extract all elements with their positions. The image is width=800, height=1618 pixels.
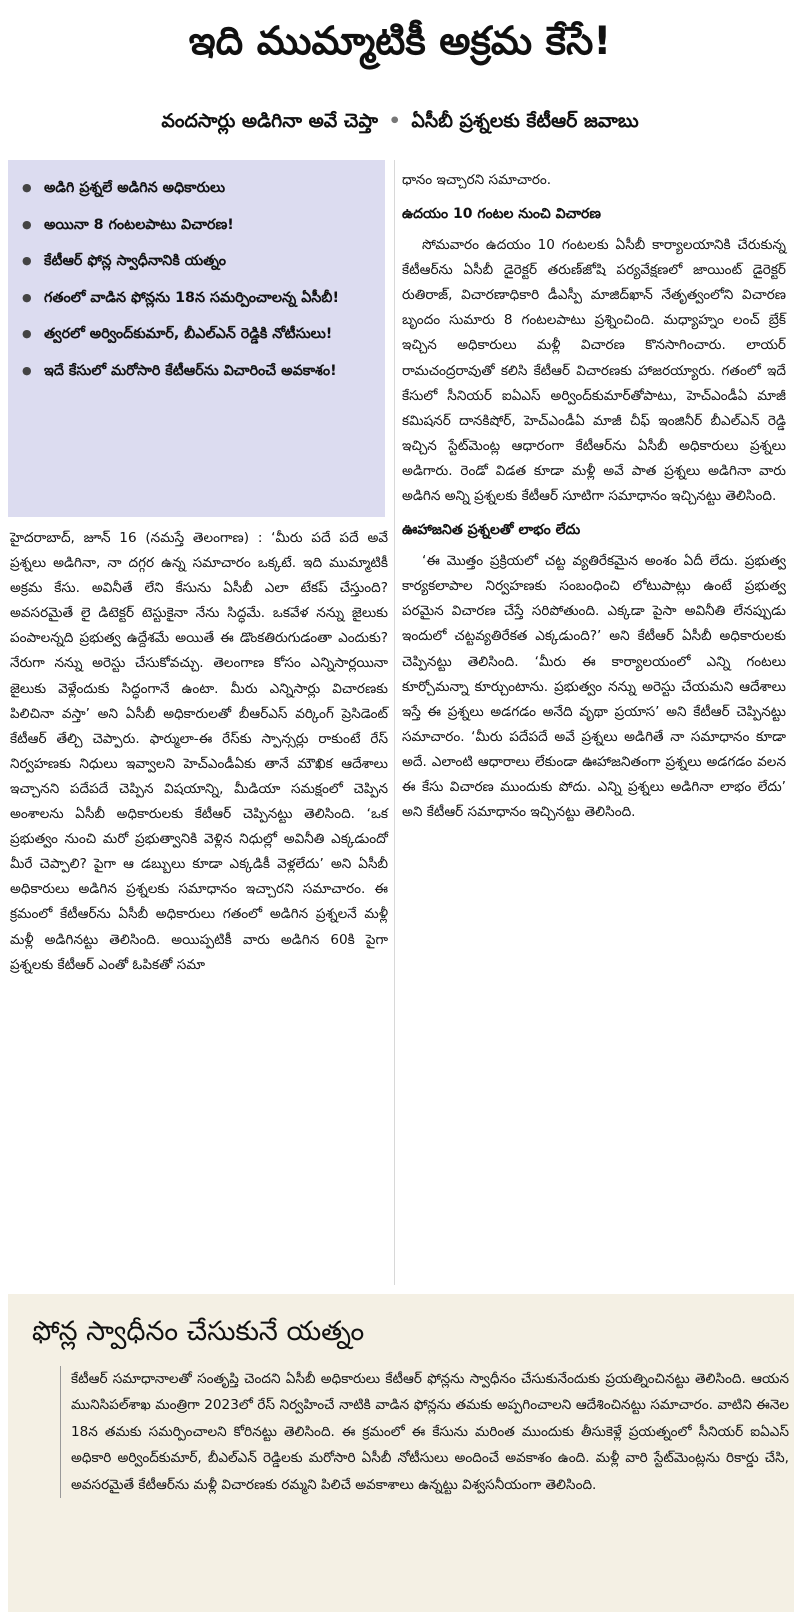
highlight-item: ● గతంలో వాడిన ఫోన్లను 18న సమర్పించాలన్న ఏసీబీ!	[22, 280, 377, 317]
section-text: సోమవారం ఉదయం 10 గంటలకు ఏసీబీ కార్యాలయానికి చేరుకున్న కేటీఆర్‌ను ఏసీబీ డైరెక్టర్ తరుణ్‌జోషి పర్యవేక్షణలో జాయింట్ డైరెక్టర్ రుతిరాజ్, విచారణాధికారి డీఎస్పీ మాజిద్‌ఖాన్ నేతృత్వంలోని విచారణ బృందం సుమారు 8 గంటలపాటు ప్రశ్నించింది. మధ్యాహ్నం లంచ్ బ్రేక్ ఇచ్చిన అధికారులు మళ్లీ విచారణ కొనసాగించారు. లాయర్ రామచంద్రరావుతో కలిసి కేటీఆర్ విచారణకు హాజరయ్యారు. గతంలో ఇదే కేసులో సీనియర్ ఐఏఎస్ అర్వింద్‌కుమార్‌తోపాటు, హెచ్ఎండీఏ మాజీ కమిషనర్ దానకిషోర్, హెచ్ఎండీఏ మాజీ చీఫ్ ఇంజినీర్ బీఎల్ఎన్ రెడ్డి ఇచ్చిన స్టేట్‌మెంట్ల ఆధారంగా కేటీఆర్‌ను ఏసీబీ అధికారులు ప్రశ్నలు అడిగారు. రెండో విడత కూడా మళ్లీ అవే పాత ప్రశ్నలు అడిగినా వారు అడిగిన అన్ని ప్రశ్నలకు కేటీఆర్ సూటిగా సమాధానం ఇచ్చినట్టు తెలిసింది.	[402, 237, 786, 505]
article-left-column	[10, 526, 388, 978]
section-text: ‘ఈ మొత్తం ప్రక్రియలో చట్ట వ్యతిరేకమైన అంశం ఏదీ లేదు. ప్రభుత్వ కార్యకలాపాల నిర్వహణకు సంబంధించి లోటుపాట్లు ఉంటే ప్రభుత్వ పరమైన విచారణ చేస్తే సరిపోతుంది. ఎక్కడా పైసా అవినీతి లేనప్పుడు ఇందులో చట్టవ్యతిరేకత ఎక్కడుంది?’ అని కేటీఆర్ ఏసీబీ అధికారులకు చెప్పినట్టు తెలిసింది. ‘మీరు ఈ కార్యాలయంలో ఎన్ని గంటలు కూర్చోమన్నా కూర్చుంటాను. ప్రభుత్వం నన్ను అరెస్టు చేయమని ఆదేశాలు ఇస్తే ఈ ప్రశ్నలు అడగడం అనేది వృథా ప్రయాస’ అని కేటీఆర్ చెప్పినట్టు సమాచారం. ‘మీరు పదేపదే అవే ప్రశ్నలు అడిగితే నా సమాధానం కూడా అదే. ఎలాంటి ఆధారాలు లేకుండా ఊహాజనితంగా ప్రశ్నలు అడగడం వలన ఈ కేసు విచారణ ముందుకు పోదు. ఎన్ని ప్రశ్నలు అడిగినా లాభం లేదు’ అని కేటీఆర్ సమాధానం ఇచ్చినట్టు తెలిసింది.	[402, 553, 786, 821]
column-divider	[394, 160, 395, 1285]
article-right-column	[402, 168, 786, 825]
section-heading: ఉదయం 10 గంటల నుంచి విచారణ	[402, 206, 601, 223]
highlight-item: ● కేటీఆర్ ఫోన్ల స్వాధీనానికి యత్నం	[22, 243, 377, 280]
highlight-item: ● త్వరలో అర్వింద్‌కుమార్, బీఎల్ఎన్ రెడ్డికి నోటీసులు!	[22, 316, 377, 353]
highlight-item: ● అడిగి ప్రశ్నలే అడిగిన అధికారులు	[22, 170, 377, 207]
subhead-left: వందసార్లు అడిగినా అవే చెప్తా	[161, 110, 378, 132]
headline: ఇది ముమ్మాటికీ అక్రమ కేసే!	[188, 19, 612, 64]
article-paragraph: హైదరాబాద్, జూన్ 16 (నమస్తే తెలంగాణ) : ‘మీరు పదే పదే అవే ప్రశ్నలు అడిగినా, నా దగ్గర ఉన్న సమాచారం ఒక్కటే. ఇది ముమ్మాటికీ అక్రమ కేసు. అవినీతే లేని కేసును ఏసీబీ ఎలా టేకప్ చేస్తుంది? అవసరమైతే లై డిటెక్టర్ టెస్టుకైనా నేను సిద్ధమే. ఒకవేళ నన్ను జైలుకు పంపాలన్నది ప్రభుత్వ ఉద్దేశమే అయితే ఈ డొంకతిరుగుడంతా ఎందుకు? నేరుగా నన్ను అరెస్టు చేసుకోవచ్చు. తెలంగాణ కోసం ఎన్నిసార్లయినా జైలుకు వెళ్లేందుకు సిద్ధంగానే ఉంటా. మీరు ఎన్నిసార్లు విచారణకు పిలిచినా వస్తా’ అని ఏసీబీ అధికారులతో బీఆర్ఎస్ వర్కింగ్ ప్రెసిడెంట్ కేటీఆర్ తేల్చి చెప్పారు. ఫార్ములా-ఈ రేస్‌కు స్పాన్సర్లు రాకుంటే రేస్ నిర్వహణకు నిధులు ఇవ్వాలని హెచ్ఎండీఏకు తానే మౌఖిక ఆదేశాలు ఇచ్చానని పదేపదే చెప్పిన విషయాన్ని, మీడియా సమక్షంలో చెప్పిన అంశాలను ఏసీబీ అధికారులకు కేటీఆర్ చెప్పినట్టు తెలిసింది. ‘ఒక ప్రభుత్వం నుంచి మరో ప్రభుత్వానికి వెళ్లిన నిధుల్లో అవినీతి ఎక్కడుందో మీరే చెప్పాలి? పైగా ఆ డబ్బులు కూడా ఎక్కడికీ వెళ్లలేదు’ అని ఏసీబీ అధికారులు అడిగిన ప్రశ్నలకు సమాధానం ఇచ్చారని సమాచారం. ఈ క్రమంలో కేటీఆర్‌ను ఏసీబీ అధికారులు గతంలో అడిగిన ప్రశ్నలనే మళ్లీ మళ్లీ అడిగినట్టు తెలిసింది. అయిప్పటికీ వారు అడిగిన 60కి పైగా ప్రశ్నలకు కేటీఆర్ ఎంతో ఓపికతో సమా	[10, 530, 388, 973]
sidebar-box	[8, 1294, 794, 1612]
lead-in-text: ధానం ఇచ్చారని సమాచారం.	[402, 172, 552, 188]
subheadline	[0, 104, 800, 138]
subhead-separator: •	[388, 110, 401, 132]
highlight-item: ● అయినా 8 గంటలపాటు విచారణ!	[22, 207, 377, 244]
box-text-block	[60, 1366, 789, 1498]
highlights-box	[8, 160, 385, 517]
section-heading: ఊహాజనిత ప్రశ్నలతో లాభం లేదు	[402, 522, 581, 539]
box-paragraph: కేటీఆర్ సమాధానాలతో సంతృప్తి చెందని ఏసీబీ అధికారులు కేటీఆర్ ఫోన్లను స్వాధీనం చేసుకునేందుకు ప్రయత్నించినట్టు తెలిసింది. ఆయన మునిసిపల్‌శాఖ మంత్రిగా 2023లో రేస్ నిర్వహించే నాటికి వాడిన ఫోన్లను తమకు అప్పగించాలని ఆదేశించినట్టు సమాచారం. వాటిని ఈనెల 18న తమకు సమర్పించాలని కోరినట్టు తెలిసింది. ఈ క్రమంలో ఈ కేసును మరింత ముందుకు తీసుకెళ్లే ప్రయత్నంలో సీనియర్ ఐఏఎస్ అధికారి అర్వింద్‌కుమార్, బీఎల్ఎన్ రెడ్డిలకు మరోసారి ఏసీబీ నోటీసులు అందించే అవకాశం ఉంది. మళ్లీ వారి స్టేట్‌మెంట్లను రికార్డు చేసి, అవసరమైతే కేటీఆర్‌ను మళ్లీ విచారణకు రమ్మని పిలిచే అవకాశాలు ఉన్నట్టు విశ్వసనీయంగా తెలిసింది.	[71, 1371, 789, 1493]
highlight-item: ● ఇదే కేసులో మరోసారి కేటీఆర్‌ను విచారించే అవకాశం!	[22, 353, 377, 390]
subhead-right: ఏసీబీ ప్రశ్నలకు కేటీఆర్ జవాబు	[411, 110, 639, 132]
box-title: ఫోన్ల స్వాధీనం చేసుకునే యత్నం	[32, 1316, 365, 1347]
